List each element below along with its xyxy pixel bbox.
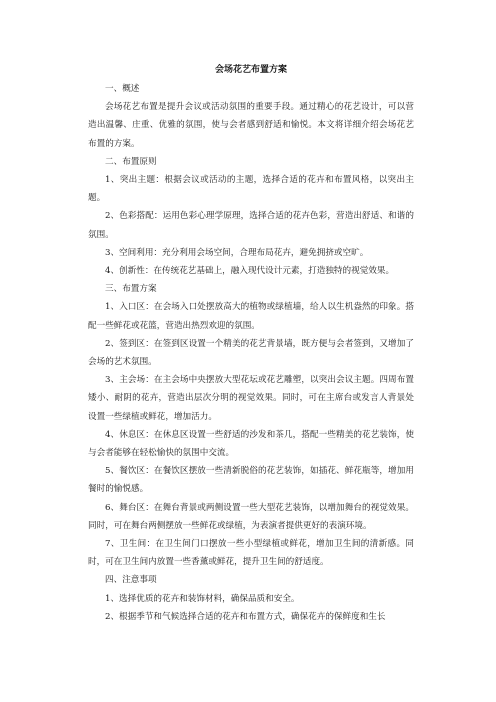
list-item: 5、餐饮区：在餐饮区摆放一些清新脱俗的花艺装饰，如插花、鲜花瓶等，增加用餐时的愉悦感。 [88, 466, 414, 495]
document-title: 会场花艺布置方案 [214, 65, 287, 75]
list-item: 3、主会场：在主会场中央摆放大型花坛或花艺雕塑，以突出会议主题。四周布置矮小、耐阴的花卉，营造出层次分明的视觉效果。同时，可在主席台或发言人背景处设置一些绿植或鲜花，增加活力。 [88, 375, 414, 422]
section-heading: 二、布置原则 [105, 156, 157, 167]
list-item: 6、舞台区：在舞台背景或两侧设置一些大型花艺装饰，以增加舞台的视觉效果。同时，可在舞台两侧摆放一些鲜花或绿植，为表演者提供更好的表演环境。 [88, 502, 414, 531]
section-overview [88, 80, 414, 153]
list-item: 4、创新性：在传统花艺基础上，融入现代设计元素，打造独特的视觉效果。 [105, 266, 395, 277]
section-heading: 一、概述 [105, 84, 140, 94]
list-item: 1、选择优质的花卉和装饰材料，确保品质和安全。 [105, 593, 300, 604]
section-principles [88, 153, 414, 280]
paragraph: 会场花艺布置是提升会议或活动氛围的重要手段。通过精心的花艺设计，可以营造出温馨、庄重、优雅的氛围，使与会者感到舒适和愉悦。本文将详细介绍会场花艺布置的方案。 [88, 102, 414, 149]
list-item: 2、根据季节和气候选择合适的花卉和布置方式，确保花卉的保鲜度和生长 [105, 611, 386, 622]
list-item: 3、空间利用：充分利用会场空间，合理布局花卉，避免拥挤或空旷。 [105, 247, 369, 258]
list-item: 7、卫生间：在卫生间门口摆放一些小型绿植或鲜花，增加卫生间的清新感。同时，可在卫生间内放置一些香薰或鲜花，提升卫生间的舒适度。 [88, 539, 414, 568]
section-heading: 四、注意事项 [105, 575, 157, 586]
list-item: 4、休息区：在休息区设置一些舒适的沙发和茶几，搭配一些精美的花艺装饰，使与会者能够在轻松愉快的氛围中交流。 [88, 429, 414, 459]
list-item: 1、突出主题：根据会议或活动的主题，选择合适的花卉和布置风格，以突出主题。 [88, 175, 414, 204]
section-heading: 三、布置方案 [105, 284, 157, 295]
section-notes [88, 571, 414, 626]
list-item: 2、色彩搭配：运用色彩心理学原理，选择合适的花卉色彩，营造出舒适、和谐的氛围。 [88, 211, 414, 240]
list-item: 2、签到区：在签到区设置一个精美的花艺背景墙，既方便与会者签到，又增加了会场的艺术氛围。 [88, 338, 414, 368]
document-body [88, 64, 414, 626]
list-item: 1、入口区：在会场入口处摆放高大的植物或绿植墙，给人以生机盎然的印象。搭配一些鲜花或花篮，营造出热烈欢迎的氛围。 [88, 302, 414, 331]
section-plan [88, 280, 414, 571]
